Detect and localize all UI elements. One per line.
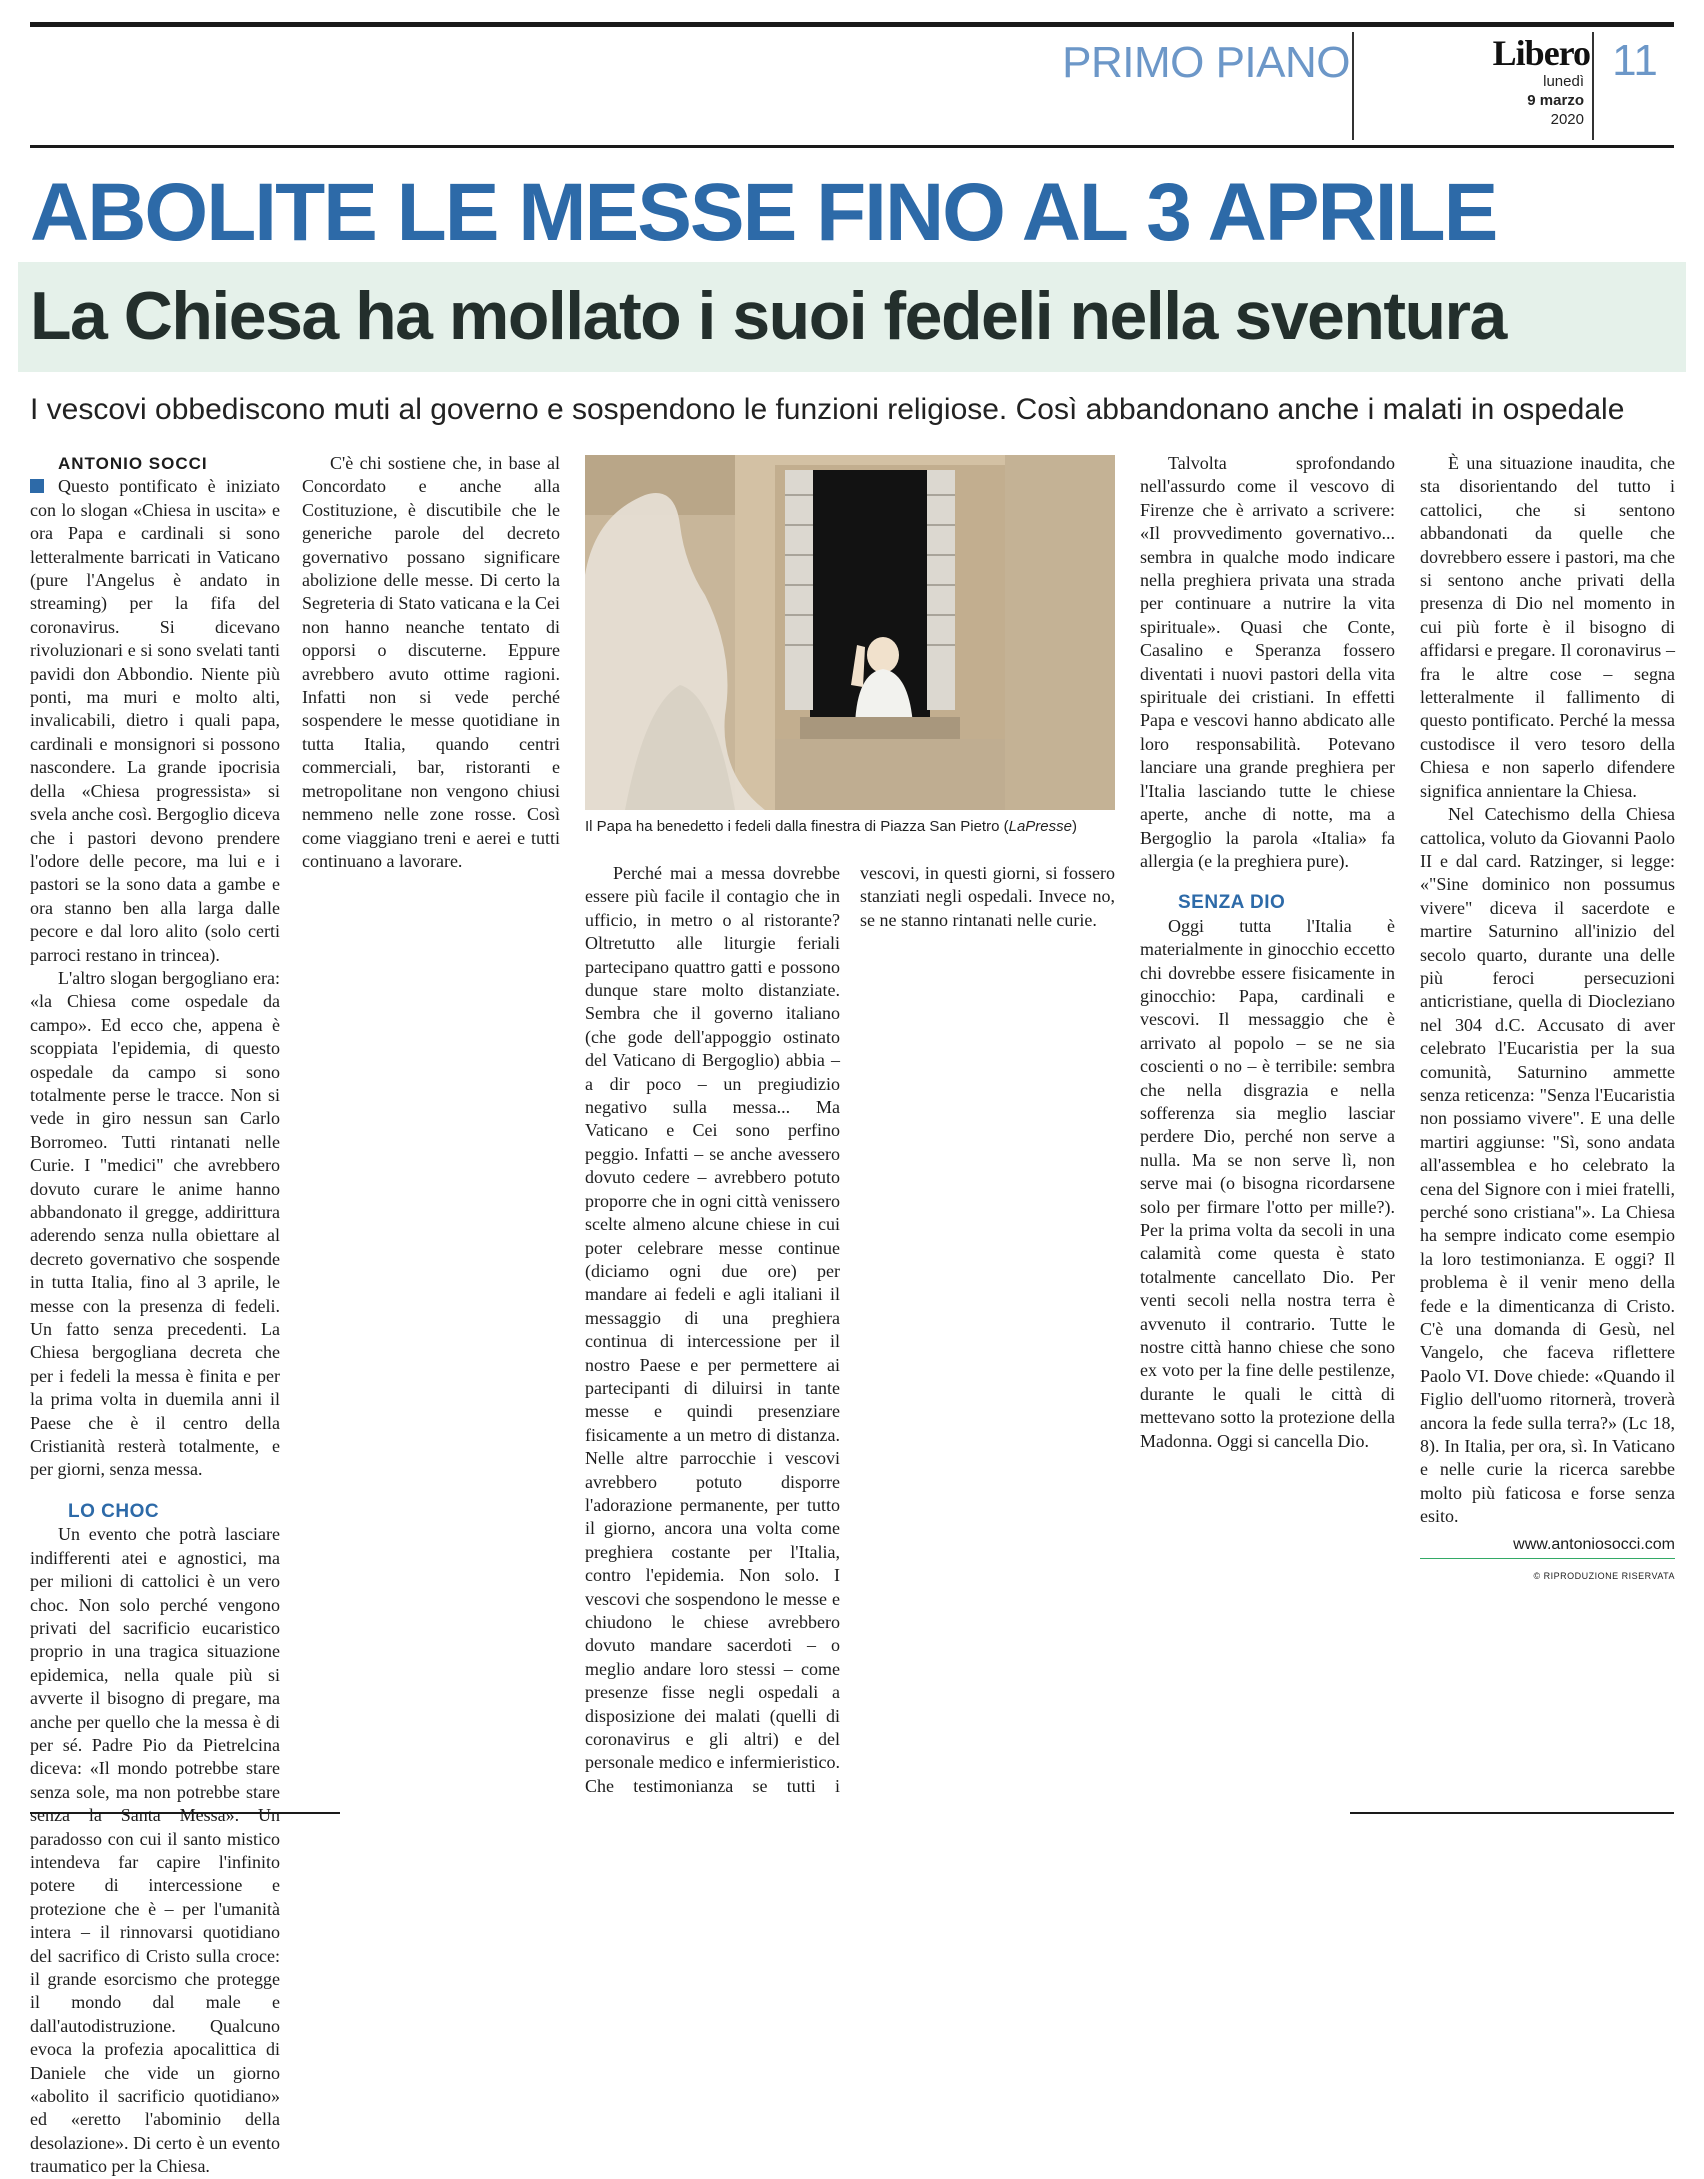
header-rule bbox=[30, 145, 1674, 148]
photo-caption bbox=[585, 818, 1115, 835]
issue-daymonth: 9 marzo bbox=[1527, 92, 1584, 109]
newspaper-logo: Libero bbox=[1492, 33, 1590, 73]
paragraph-9: Nel Catechismo della Chiesa cattolica, voluto da Giovanni Paolo II e dal card. Ratzinger, si legge: «"Sine dominico non possumus vivere" diceva il sacerdote e martire Saturnino all'inizio del secolo quarto, durante una delle più feroci persecuzioni anticristiane, quella di Diocleziano nel 304 d.C. Accusato di aver celebrato l'Eucaristia per la sua comunità, Saturnino ammette senza reticenza: "Senza l'Eucaristia non possiamo vivere". E una delle martiri aggiunse: "Sì, sono andata all'assemblea e ho celebrato la cena del Signore con i miei fratelli, perché sono cristiana"». La Chiesa ha sempre indicato come esempio la loro testimonianza. E oggi? Il problema è il venir meno della fede e la dimenticanza di Cristo. C'è una domanda di Gesù, nel Vangelo, che faceva riflettere Paolo VI. Dove chiede: «Quando il Figlio dell'uomo ritornerà, troverà ancora la fede sulla terra?» (Lc 18, 8). In Italia, per ora, sì. In Vaticano e nelle curie la ricerca sarebbe molto più faticosa e forse senza esito. bbox=[1420, 804, 1675, 1527]
column-6 bbox=[1420, 452, 1675, 1812]
headline: ABOLITE LE MESSE FINO AL 3 APRILE bbox=[30, 167, 1497, 258]
columns-3-4 bbox=[585, 862, 1115, 1812]
paragraph-2: L'altro slogan bergogliano era: «la Chiesa come ospedale da campo». Ed ecco che, appena è scoppiata l'epidemia, di questo ospedale da campo si sono totalmente perse le tracce. Non si vede in giro nessun san Carlo Borromeo. Tutti rintanati nelle Curie. I "medici" che avrebbero dovuto curare le anime hanno abbandonato il gregge, addirittura aderendo senza nulla obiettare al decreto governativo che sospende in tutta Italia, fino al 3 aprile, le messe con la presenza di fedeli. Un fatto senza precedenti. La Chiesa bergogliana decreta che per i fedeli la messa è finita e per la prima volta in duemila anni il Paese che è il centro della Cristianità resterà totalmente, e per giorni, senza messa. bbox=[30, 967, 280, 1480]
top-rule bbox=[30, 22, 1674, 27]
photo-credit: LaPresse bbox=[1008, 818, 1072, 835]
header-divider bbox=[1352, 32, 1354, 140]
paragraph-1-text: Questo pontificato è iniziato con lo slogan «Chiesa in uscita» e ora Papa e cardinali si sono letteralmente barricati in Vaticano (pure l'Angelus è andato in streaming) per la fifa del coronavirus. Si dicevano rivoluzionari e si sono svelati tanti pavidi don Abbondio. Niente più ponti, ma muri e molto alti, invalicabili, dietro i quali papa, cardinali e monsignori si possono nascondere. La grande ipocrisia della «Chiesa progressista» si svela anche così. Bergoglio diceva che i pastori devono prendere l'odore delle pecore, ma lui e i pastori se la sono data a gambe e ora stanno ben alla larga dalle pecore e dal loro alito (solo certi parroci restano in trincea). bbox=[30, 476, 280, 965]
issue-date bbox=[1460, 72, 1584, 129]
author-website-link[interactable]: www.antoniosocci.com bbox=[1420, 1533, 1675, 1559]
column-5 bbox=[1140, 452, 1395, 1812]
copyright-notice: © RIPRODUZIONE RISERVATA bbox=[1533, 1571, 1675, 1582]
summary: I vescovi obbediscono muti al governo e sospendono le funzioni religiose. Così abbandonano anche i malati in ospedale bbox=[30, 393, 1625, 426]
paragraph-1 bbox=[30, 475, 280, 967]
page-number: 11 bbox=[1612, 36, 1658, 85]
page-number-divider bbox=[1592, 32, 1594, 140]
crosshead-senza-dio: SENZA DIO bbox=[1178, 892, 1286, 914]
photo-caption-end: ) bbox=[1071, 818, 1077, 835]
subheadline: La Chiesa ha mollato i suoi fedeli nella sventura bbox=[30, 278, 1506, 354]
section-label: PRIMO PIANO bbox=[1062, 38, 1350, 87]
paragraph-6: Talvolta sprofondando nell'assurdo come il vescovo di Firenze che è arrivato a scrivere: «Il provvedimento governativo... sembra in qualche modo indicare nella preghiera privata una strada per continuare a nutrire la vita spirituale». Quasi che Conte, Casalino e Speranza fossero diventati i nuovi pastori della vita spirituale dei cristiani. In effetti Papa e vescovi hanno abdicato alle loro responsabilità. Potevano lanciare una grande preghiera per l'Italia lasciando tutte le chiese aperte, anche di notte, ma a Bergoglio la parola «Italia» fa allergia (e la preghiera pure). bbox=[1140, 453, 1395, 871]
pope-window-photo bbox=[585, 455, 1115, 810]
paragraph-8: È una situazione inaudita, che sta disorientando del tutto i cattolici, che si sentono abbandonati da quelle che dovrebbero essere i pastori, ma che si sentono anche privati della presenza di Dio nel momento in cui più forte è il bisogno di affidarsi e pregare. Il coronavirus – fra le altre cose – segna letteralmente il fallimento di questo pontificato. Perché la messa custodisce il vero tesoro della Chiesa e non saperlo difendere significa annientare la Chiesa. bbox=[1420, 453, 1675, 801]
author-byline: ANTONIO SOCCI bbox=[58, 454, 208, 473]
crosshead-lo-choc: LO CHOC bbox=[68, 1500, 160, 1522]
bottom-rule-right bbox=[1350, 1812, 1674, 1814]
column-2 bbox=[302, 452, 560, 1812]
paragraph-3: Un evento che potrà lasciare indifferenti atei e agnostici, ma per milioni di cattolici è un vero choc. Non solo perché vengono privati del sacrificio eucaristico proprio in una tragica situazione epidemica, nella quale più si avverte il bisogno di pregare, ma anche per quello che la messa è di per sé. Padre Pio da Pietrelcina diceva: «Il mondo potrebbe stare senza sole, ma non potrebbe stare senza la Santa Messa». Un paradosso con cui il santo mistico intendeva far capire l'infinito potere di intercessione e protezione che è – per l'umanità intera – il rinnovarsi quotidiano del sacrifico di Cristo sulla croce: il grande esorcismo che protegge il mondo dal male e dall'autodistruzione. Qualcuno evoca la profezia apocalittica di Daniele che vide un giorno «abolito il sacrificio quotidiano» ed «eretto l'abominio della desolazione». Di certo è un evento traumatico per la Chiesa. bbox=[30, 1524, 280, 2177]
photo-caption-text: Il Papa ha benedetto i fedeli dalla finestra di Piazza San Pietro ( bbox=[585, 818, 1009, 835]
lead-square-icon bbox=[30, 479, 44, 493]
paragraph-5: Perché mai a messa dovrebbe essere più facile il contagio che in ufficio, in metro o al ristorante? Oltretutto alle liturgie feriali partecipano quattro gatti e possono dunque stare molto distanziate. Sembra che il governo italiano (che gode dell'appoggio ostinato del Vaticano di Bergoglio) abbia – a dir poco – un pregiudizio negativo sulla messa... Ma Vaticano e Cei sono perfino peggio. Infatti – se anche avessero dovuto cedere – avrebbero potuto proporre che in ogni città venissero scelte almeno alcune chiese in cui poter celebrare messe continue (diciamo ogni due ore) per mandare ai fedeli e agli italiani il messaggio di una preghiera continua di intercessione per il nostro Paese e per permettere ai partecipanti di diluirsi in tante messe e quindi presenziare fisicamente a un metro di distanza. Nelle altre parrocchie i vescovi avrebbero potuto disporre l'adorazione permanente, per tutto il giorno, ancora una volta come preghiera costante per l'Italia, contro l'epidemia. Non solo. I vescovi che sospendono le messe e chiudono le chiese avrebbero dovuto mandare sacerdoti – o meglio andare loro stessi – come presenze fisse negli ospedali a disposizione dei malati (quelli di coronavirus e gli altri) e del personale medico e infermieristico. Che testimonianza se tutti i vescovi, in questi giorni, si fossero stanziati negli ospedali. Invece no, se ne stanno rintanati nelle curie. bbox=[585, 863, 1115, 1796]
photo-illustration bbox=[585, 455, 1115, 810]
issue-year: 2020 bbox=[1550, 111, 1584, 128]
column-1 bbox=[30, 452, 280, 2177]
paragraph-4: C'è chi sostiene che, in base al Concordato e anche alla Costituzione, è discutibile che le generiche parole del decreto governativo possano significare abolizione delle messe. Di certo la Segreteria di Stato vaticana e la Cei non hanno neanche tentato di opporsi o discuterne. Eppure avrebbero avuto ottime ragioni. Infatti non si vede perché sospendere le messe quotidiane in tutta Italia, quando centri commerciali, bar, ristoranti e metropolitane non vengono chiusi nemmeno nelle zone rosse. Così come viaggiano treni e aerei e tutti continuano a lavorare. bbox=[302, 453, 560, 871]
issue-weekday: lunedì bbox=[1543, 73, 1584, 90]
paragraph-7: Oggi tutta l'Italia è materialmente in ginocchio eccetto chi dovrebbe essere fisicamente in ginocchio: Papa, cardinali e vescovi. Il messaggio che è arrivato al popolo – se ne sia coscienti o no – è terribile: sembra che nella disgrazia e nella sofferenza sia meglio lasciar perdere Dio, perché non serve a nulla. Ma se non serve lì, non serve mai (o bisogna ricordarsene solo per firmare l'otto per mille?). Per la prima volta da secoli in una calamità come questa è stato totalmente cancellato Dio. Per venti secoli nella nostra terra è avvenuto il contrario. Tutte le nostre città hanno chiese che sono ex voto per la fine delle pestilenze, durante le quali le città di mettevano sotto la protezione della Madonna. Oggi si cancella Dio. bbox=[1140, 915, 1395, 1451]
